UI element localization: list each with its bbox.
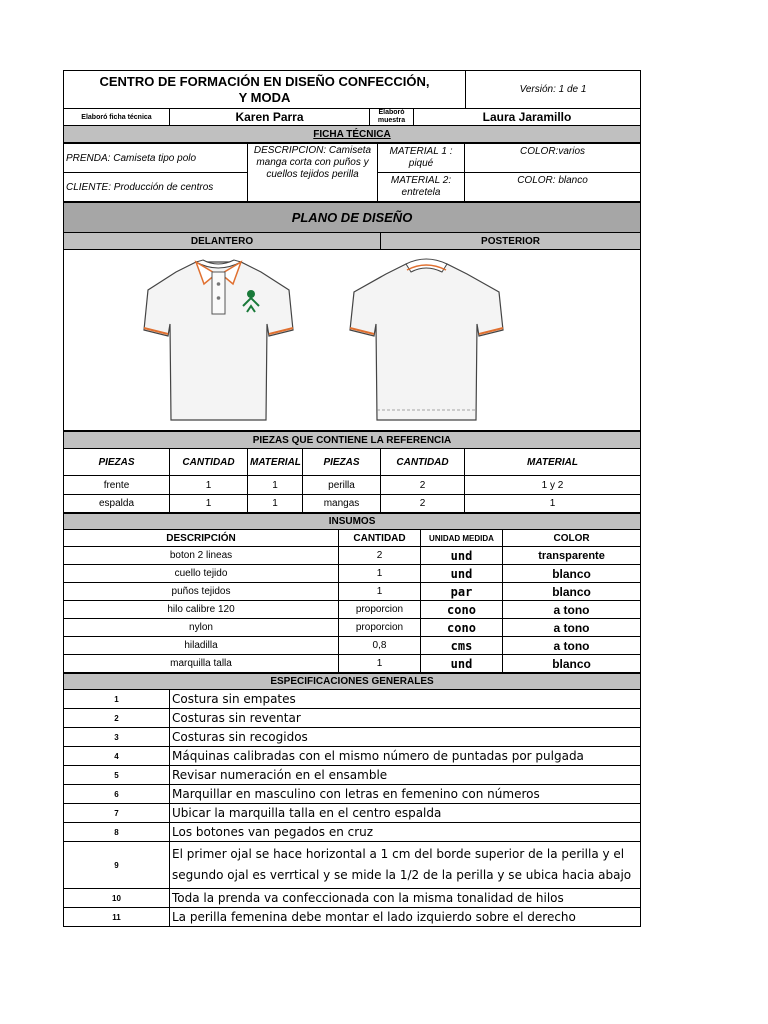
version-label: Versión: 1 de 1 (466, 71, 641, 109)
table-row: espalda 1 1 mangas 2 1 (64, 495, 641, 513)
table-row: frente 1 1 perilla 2 1 y 2 (64, 476, 641, 495)
list-item: 4 Máquinas calibradas con el mismo número de puntadas por pulgada (64, 747, 641, 766)
piezas-table (63, 431, 641, 513)
insumos-header-cantidad: CANTIDAD (339, 530, 421, 547)
table-row: marquilla talla 1 und blanco (64, 655, 641, 673)
insumos-header-color: COLOR (503, 530, 641, 547)
piezas-header-material: MATERIAL (248, 449, 303, 476)
table-row: hiladilla 0,8 cms a tono (64, 637, 641, 655)
technical-sheet (63, 70, 640, 927)
header-table (63, 70, 641, 143)
polo-back-illustration (350, 259, 503, 420)
color2-field: COLOR: blanco (465, 173, 641, 202)
list-item: 5 Revisar numeración en el ensamble (64, 766, 641, 785)
list-item: 8 Los botones van pegados en cruz (64, 823, 641, 842)
design-drawings (64, 250, 641, 431)
sheet-title: CENTRO DE FORMACIÓN EN DISEÑO CONFECCIÓN, Y MODA (64, 71, 466, 109)
elaboro-muestra-value: Laura Jaramillo (414, 109, 641, 126)
piezas-header-cantidad-2: CANTIDAD (381, 449, 465, 476)
table-row: nylon proporcion cono a tono (64, 619, 641, 637)
piezas-header-piezas: PIEZAS (64, 449, 170, 476)
elaboro-ficha-label: Elaboró ficha técnica (64, 109, 170, 126)
piezas-header-cantidad: CANTIDAD (170, 449, 248, 476)
insumos-header-descripcion: DESCRIPCIÓN (64, 530, 339, 547)
table-row: hilo calibre 120 proporcion cono a tono (64, 601, 641, 619)
ficha-title: FICHA TÉCNICA (64, 126, 641, 143)
list-item: 6 Marquillar en masculino con letras en femenino con números (64, 785, 641, 804)
color1-field: COLOR:varios (465, 144, 641, 173)
piezas-header-piezas-2: PIEZAS (303, 449, 381, 476)
cliente-field: CLIENTE: Producción de centros (64, 173, 248, 202)
piezas-title: PIEZAS QUE CONTIENE LA REFERENCIA (64, 432, 641, 449)
material2-field: MATERIAL 2: entretela (378, 173, 465, 202)
elaboro-muestra-label: Elaboró muestra (370, 109, 414, 126)
polo-front-illustration (144, 260, 293, 420)
delantero-label: DELANTERO (64, 233, 381, 250)
piezas-header-material-2: MATERIAL (465, 449, 641, 476)
list-item: 11 La perilla femenina debe montar el lado izquierdo sobre el derecho (64, 908, 641, 927)
material1-field: MATERIAL 1 : piqué (378, 144, 465, 173)
list-item: 7 Ubicar la marquilla talla en el centro espalda (64, 804, 641, 823)
list-item: 3 Costuras sin recogidos (64, 728, 641, 747)
list-item: 9 El primer ojal se hace horizontal a 1 cm del borde superior de la perilla y el segundo ojal es verrtical y se mide la 1/2 de la perilla y se ubica hacia abajo (64, 842, 641, 889)
insumos-table (63, 513, 641, 673)
insumos-header-unidad: UNIDAD MEDIDA (421, 530, 503, 547)
list-item: 1 Costura sin empates (64, 690, 641, 709)
table-row: cuello tejido 1 und blanco (64, 565, 641, 583)
ficha-table (63, 143, 641, 202)
table-row: boton 2 lineas 2 und transparente (64, 547, 641, 565)
list-item: 10 Toda la prenda va confeccionada con la misma tonalidad de hilos (64, 889, 641, 908)
list-item: 2 Costuras sin reventar (64, 709, 641, 728)
plano-table (63, 202, 641, 431)
descripcion-field: DESCRIPCION: Camiseta manga corta con puños y cuellos tejidos perilla (248, 144, 378, 202)
especificaciones-title: ESPECIFICACIONES GENERALES (64, 674, 641, 690)
posterior-label: POSTERIOR (381, 233, 641, 250)
prenda-field: PRENDA: Camiseta tipo polo (64, 144, 248, 173)
especificaciones-table (63, 673, 641, 927)
table-row: puños tejidos 1 par blanco (64, 583, 641, 601)
plano-title: PLANO DE DISEÑO (64, 203, 641, 233)
elaboro-ficha-value: Karen Parra (170, 109, 370, 126)
insumos-title: INSUMOS (64, 514, 641, 530)
